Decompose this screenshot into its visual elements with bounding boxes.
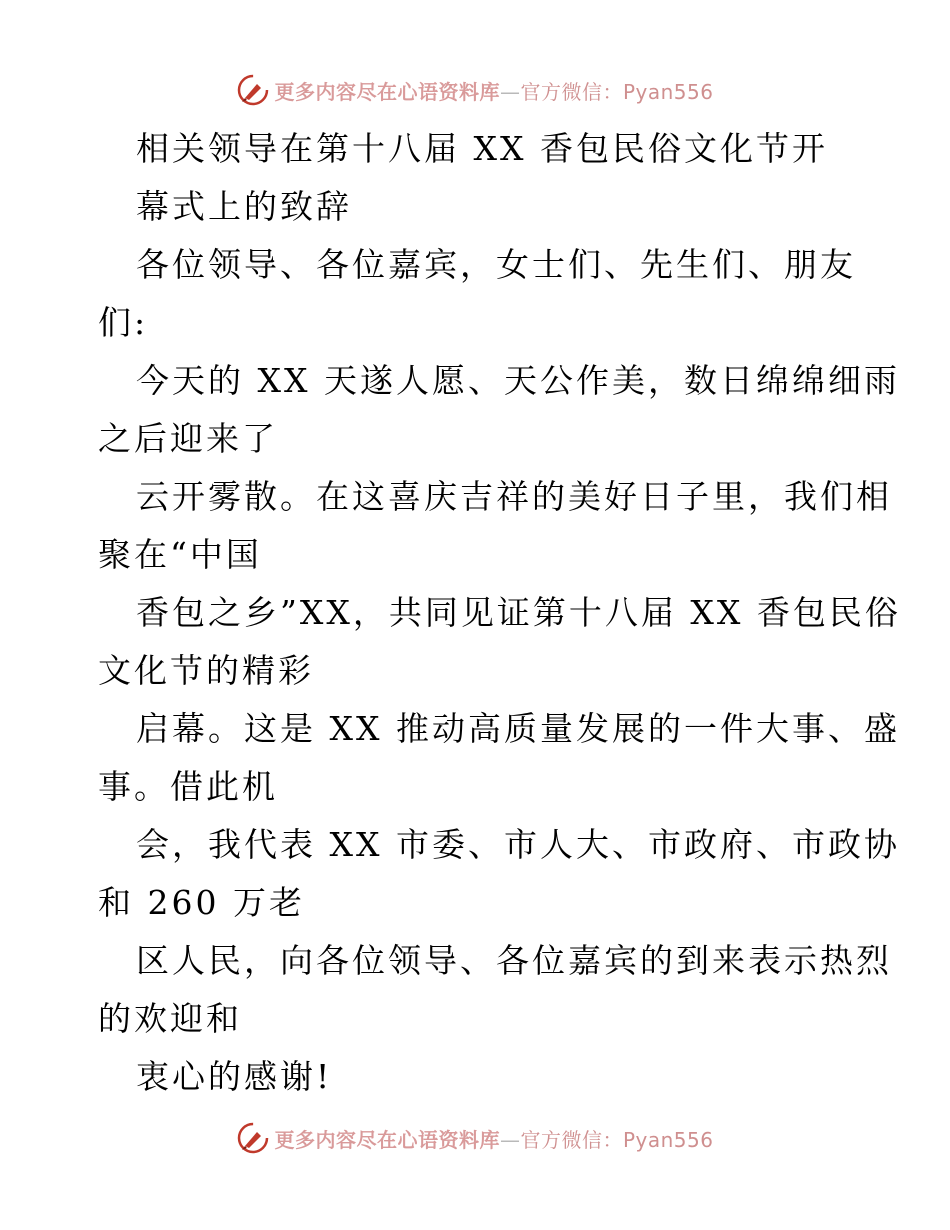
body-line: 启幕。这是 XX 推动高质量发展的一件大事、盛 [136,709,900,748]
body-line: 各位领导、各位嘉宾，女士们、先生们、朋友 [136,245,856,284]
banner-main-text: 更多内容尽在心语资料库 [274,1127,500,1152]
banner-contact: 官方微信：Pyan556 [520,79,714,104]
title-line-1: 相关领导在第十八届 XX 香包民俗文化节开 [136,129,828,168]
banner-dash: — [499,79,521,104]
footer-banner [0,1118,950,1158]
body-line: 们: [98,303,149,342]
pen-nib-logo-icon [236,73,270,107]
body-line: 聚在“中国 [98,535,262,574]
body-line: 事。借此机 [98,767,278,806]
body-line: 文化节的精彩 [98,651,314,690]
body-line: 今天的 XX 天遂人愿、天公作美，数日绵绵细雨 [136,361,900,400]
body-line: 之后迎来了 [98,419,278,458]
title-line-2: 幕式上的致辞 [136,187,352,226]
body-line: 和 260 万老 [98,883,305,922]
banner-main-text: 更多内容尽在心语资料库 [274,79,500,104]
body-line: 香包之乡”XX，共同见证第十八届 XX 香包民俗 [136,593,901,632]
pen-nib-logo-icon [236,1121,270,1155]
banner-text [274,1124,713,1153]
body-line: 云开雾散。在这喜庆吉祥的美好日子里，我们相 [136,477,892,516]
document-body [98,120,901,1106]
body-line: 的欢迎和 [98,999,242,1038]
banner-dash: — [499,1127,521,1152]
body-line: 会，我代表 XX 市委、市人大、市政府、市政协 [136,825,900,864]
banner-contact: 官方微信：Pyan556 [520,1127,714,1152]
header-banner [0,70,950,110]
body-line: 衷心的感谢! [136,1057,333,1096]
body-line: 区人民，向各位领导、各位嘉宾的到来表示热烈 [136,941,892,980]
banner-text [274,76,713,105]
